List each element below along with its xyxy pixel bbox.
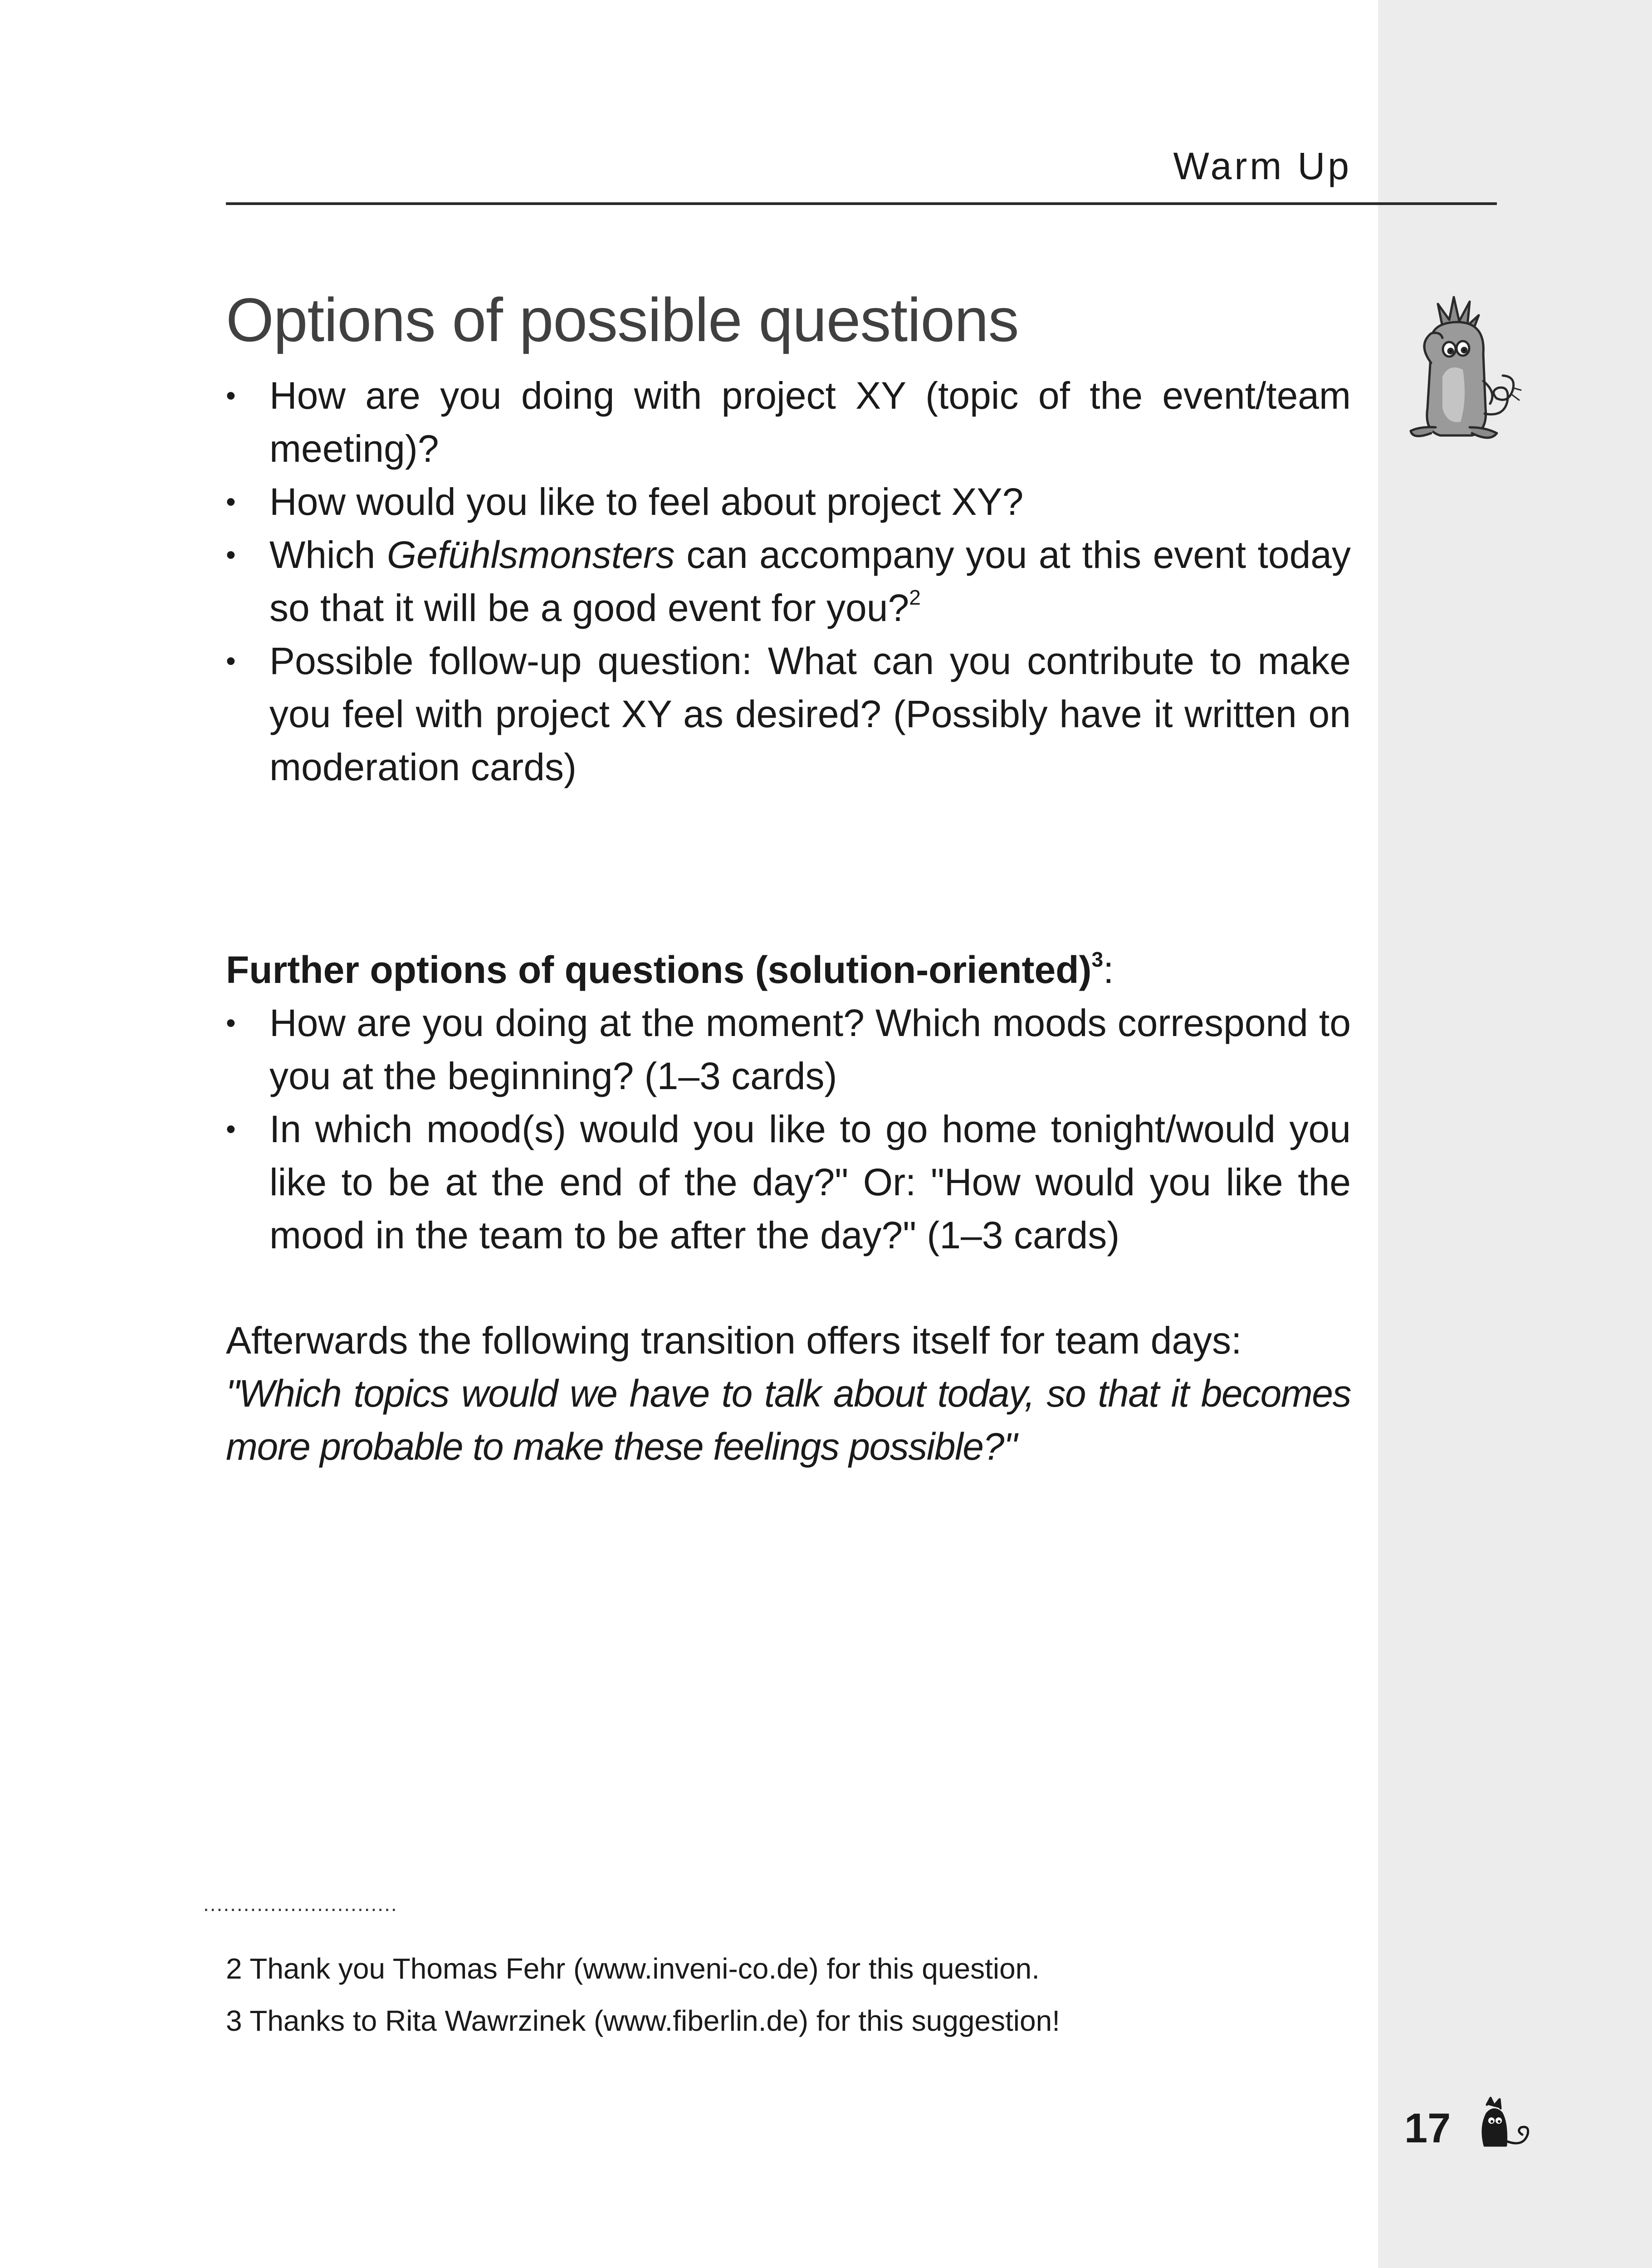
question-item: • How are you doing with project XY (topic of the event/team meeting)? [226, 369, 1351, 475]
question-text: Which [269, 533, 387, 576]
main-content [226, 281, 1351, 1473]
footnote-ref: 3 [1091, 948, 1104, 971]
emphasized-term: Gefühlsmonsters [386, 533, 675, 576]
transition-lead: Afterwards the following transition offers itself for team days: [226, 1319, 1242, 1362]
subheading [226, 943, 1351, 997]
footnote: 2 Thank you Thomas Fehr (www.inveni-co.de) for this question. [226, 1952, 1040, 1985]
footnotes [226, 1943, 1060, 2047]
question-text: can accompany you at this event today so that it will be a good event for you? [269, 533, 1351, 629]
monster-icon [1473, 2096, 1537, 2155]
question-list [226, 369, 1351, 794]
further-question-list [226, 997, 1351, 1262]
subheading-text: Further options of questions (solution-oriented) [226, 948, 1092, 991]
footnote-separator: ............................. [203, 1892, 398, 1916]
running-header: Warm Up [1173, 145, 1352, 187]
thinking-monster-icon [1399, 295, 1526, 463]
section-title: Options of possible questions [226, 285, 1019, 354]
footnote-ref: 2 [909, 586, 921, 609]
question-item: • Possible follow-up question: What can you contribute to make you feel with project XY as desired? (Possibly have it written on moderation cards) [226, 635, 1351, 794]
question-item: • How would you like to feel about project XY? [226, 475, 1351, 528]
page-number: 17 [1404, 2105, 1451, 2151]
transition-paragraph [226, 1314, 1351, 1473]
question-item: • In which mood(s) would you like to go home tonight/would you like to be at the end of the day?" Or: "How would you like the mood in the team to be after the day?" (1–3 cards) [226, 1103, 1351, 1262]
subheading-colon: : [1103, 948, 1114, 991]
question-item [226, 528, 1351, 635]
footnote: 3 Thanks to Rita Wawrzinek (www.fiberlin.de) for this suggestion! [226, 2004, 1060, 2037]
question-item: • How are you doing at the moment? Which moods correspond to you at the beginning? (1–3 cards) [226, 997, 1351, 1103]
transition-quote: "Which topics would we have to talk about today, so that it becomes more probable to make these feelings possible?" [226, 1372, 1351, 1468]
header-rule [226, 202, 1497, 205]
